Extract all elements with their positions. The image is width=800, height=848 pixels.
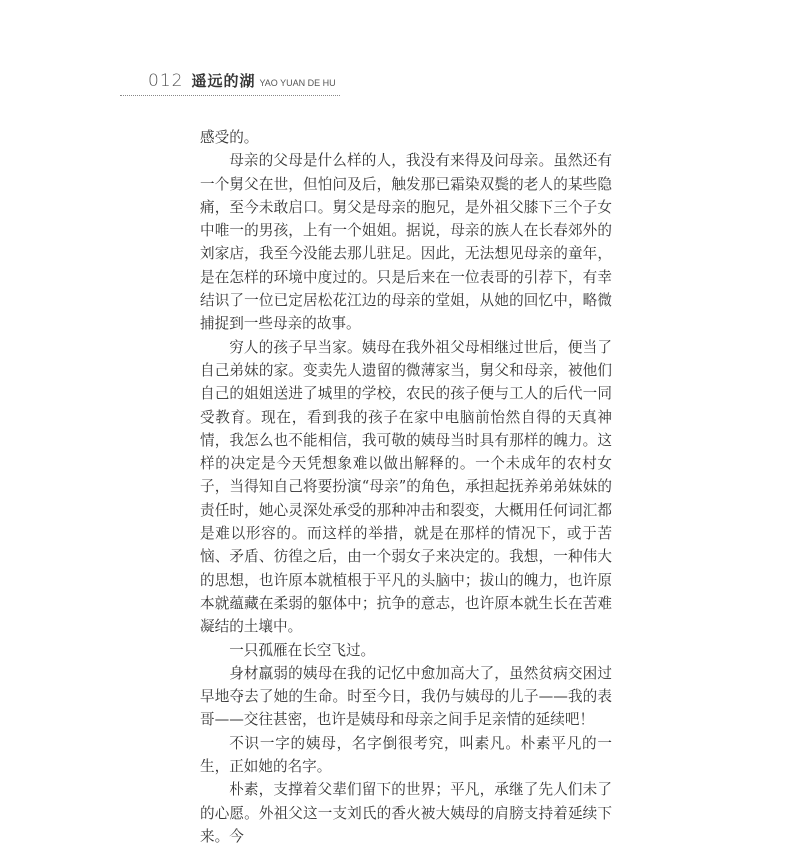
paragraph: 不识一字的姨母，名字倒很考究，叫素凡。朴素平凡的一生，正如她的名字。 <box>200 734 612 776</box>
paragraph: 身材羸弱的姨母在我的记忆中愈加高大了，虽然贫病交困过早地夺去了她的生命。时至今日，我仍与姨母的儿子——我的表哥——交往甚密，也许是姨母和母亲之间手足亲情的延续吧！ <box>200 664 612 729</box>
body-text <box>200 126 612 848</box>
paragraph: 感受的。 <box>200 129 259 146</box>
page-number: 012 <box>148 71 184 91</box>
paragraph: 穷人的孩子早当家。姨母在我外祖父母相继过世后，便当了自己弟妹的家。变卖先人遗留的微薄家当，舅父和母亲，被他们自己的姐姐送进了城里的学校，农民的孩子便与工人的后代一同受教育。现在，看到我的孩子在家中电脑前怡然自得的天真神情，我怎么也不能相信，我可敬的姨母当时具有那样的魄力。这样的决定是今天凭想象难以做出解释的。一个未成年的农村女子，当得知自己将要扮演“母亲”的角色，承担起抚养弟弟妹妹的责任时，她心灵深处承受的那种冲击和裂变，大概用任何词汇都是难以形容的。而这样的举措，就是在那样的情况下，或于苦恼、矛盾、彷徨之后，由一个弱女子来决定的。我想，一种伟大的思想，也许原本就植根于平凡的头脑中；拔山的魄力，也许原本就蕴藏在柔弱的躯体中；抗争的意志，也许原本就生长在苦难凝结的土壤中。 <box>200 338 612 636</box>
paragraph: 母亲的父母是什么样的人，我没有来得及问母亲。虽然还有一个舅父在世，但怕问及后，触发那已霜染双鬓的老人的某些隐痛，至今未敢启口。舅父是母亲的胞兄，是外祖父膝下三个子女中唯一的男孩，上有一个姐姐。据说，母亲的族人在长春郊外的刘家店，我至今没能去那儿驻足。因此，无法想见母亲的童年，是在怎样的环境中度过的。只是后来在一位表哥的引荐下，有幸结识了一位已定居松花江边的母亲的堂姐，从她的回忆中，略微捕捉到一些母亲的故事。 <box>200 152 612 333</box>
header-dotted-rule <box>120 95 340 96</box>
paragraph: 一只孤雁在长空飞过。 <box>229 641 376 659</box>
book-title: 遥远的湖 <box>191 72 256 90</box>
book-title-pinyin: YAO YUAN DE HU <box>259 78 336 88</box>
running-header <box>148 70 336 94</box>
paragraph: 朴素，支撑着父辈们留下的世界；平凡，承继了先人们未了的心愿。外祖父这一支刘氏的香火被大姨母的肩膀支持着延续下来。今 <box>200 781 612 845</box>
